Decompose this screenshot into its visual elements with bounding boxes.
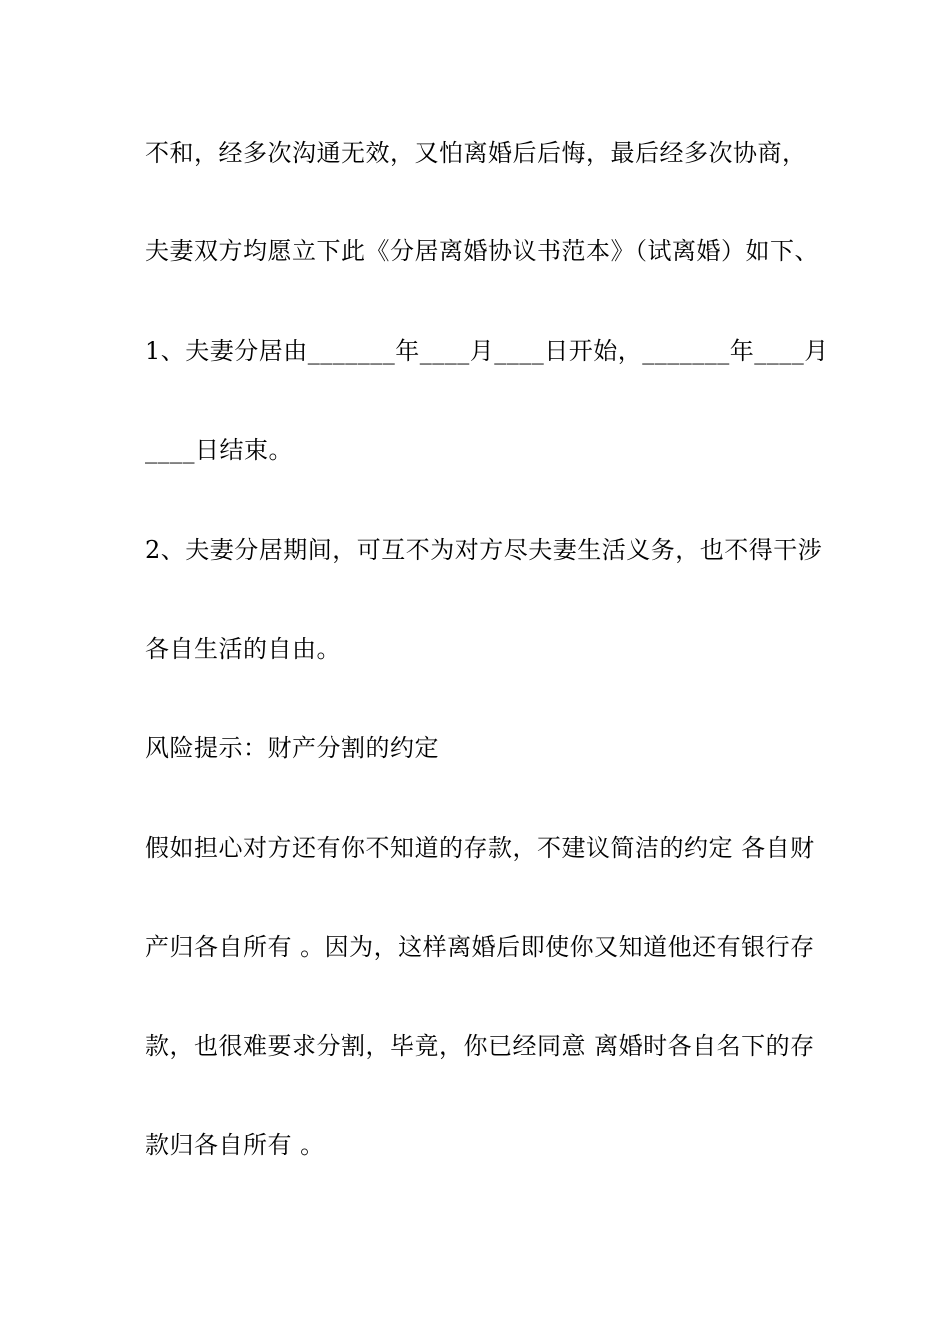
paragraph-line: 产归各自所有 。因为，这样离婚后即使你又知道他还有银行存 (145, 933, 815, 961)
paragraph-line: 假如担心对方还有你不知道的存款，不建议简洁的约定 各自财 (145, 834, 815, 862)
clause-2-line: 2、夫妻分居期间，可互不为对方尽夫妻生活义务，也不得干涉 (145, 536, 823, 564)
clause-2-line: 各自生活的自由。 (145, 635, 341, 663)
section-heading: 风险提示：财产分割的约定 (145, 734, 439, 762)
paragraph-line: 夫妻双方均愿立下此《分居离婚协议书范本》（试离婚）如下、 (145, 237, 819, 265)
paragraph-line: 不和，经多次沟通无效，又怕离婚后后悔，最后经多次协商， (145, 139, 807, 167)
clause-1-line: 1、夫妻分居由_______年____月____日开始，_______年____月 (145, 337, 829, 365)
paragraph-line: 款归各自所有 。 (145, 1131, 325, 1159)
paragraph-line: 款，也很难要求分割，毕竟，你已经同意 离婚时各自名下的存 (145, 1032, 815, 1060)
clause-1-line: ____日结束。 (145, 436, 293, 464)
